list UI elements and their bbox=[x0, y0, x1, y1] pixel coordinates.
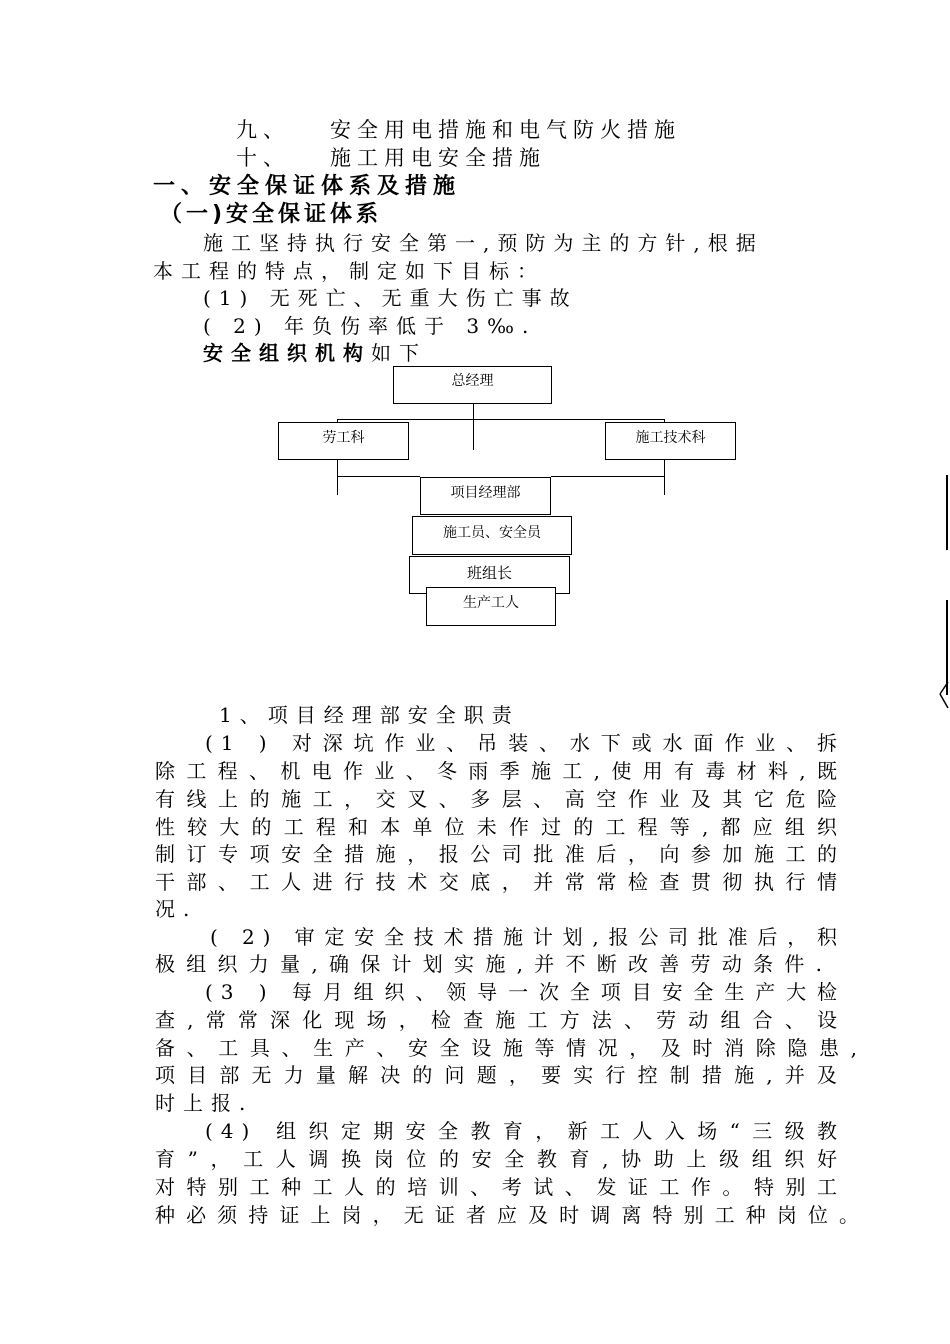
paragraph-line: 有线上的施工，交叉、多层、高空作业及其它危险 bbox=[155, 787, 845, 811]
org-connector bbox=[664, 460, 665, 495]
paragraph-line: 极组织力量,确保计划实施,并不断改善劳动条件. bbox=[155, 952, 830, 976]
paragraph-line: 种必须持证上岗，无证者应及时调离特别工种岗位。 bbox=[155, 1203, 867, 1227]
paragraph-line: 制订专项安全措施，报公司批准后，向参加施工的 bbox=[155, 842, 845, 866]
paragraph-line: 性较大的工程和本单位未作过的工程等,都应组织 bbox=[155, 815, 845, 839]
org-connector bbox=[337, 476, 420, 477]
toc-number: 九、 bbox=[236, 118, 290, 142]
org-connector bbox=[551, 476, 665, 477]
org-box-general-manager: 总经理 bbox=[393, 366, 552, 404]
org-chart-caption-bold: 安全组织机构 bbox=[203, 341, 371, 365]
org-box-team-leader: 班组长 bbox=[409, 556, 570, 594]
org-connector bbox=[337, 419, 665, 420]
paragraph-line: 况. bbox=[155, 897, 198, 921]
org-box-tech-dept: 施工技术科 bbox=[605, 422, 736, 460]
subsection-heading: （一)安全保证体系 bbox=[160, 202, 383, 227]
org-box-safety-staff: 施工员、安全员 bbox=[412, 516, 572, 555]
paragraph-line: (1 ) 对深坑作业、吊装、水下或水面作业、拆 bbox=[205, 731, 845, 755]
intro-line-1: 施工坚持执行安全第一,预防为主的方针,根据 bbox=[203, 231, 764, 255]
org-box-labor-dept: 劳工科 bbox=[278, 422, 409, 460]
org-connector bbox=[337, 460, 338, 495]
toc-title: 安全用电措施和电气防火措施 bbox=[330, 118, 681, 142]
section-heading: 一、安全保证体系及措施 bbox=[153, 174, 462, 199]
paragraph-line: (4) 组织定期安全教育，新工人入场“三级教 bbox=[205, 1119, 845, 1143]
paragraph-line: 项目部无力量解决的问题，要实行控制措施,并及 bbox=[155, 1063, 845, 1087]
paragraph-line: 干部、工人进行技术交底，并常常检查贯彻执行情 bbox=[155, 870, 845, 894]
toc-number: 十、 bbox=[236, 146, 290, 170]
org-chart-caption bbox=[203, 341, 427, 365]
org-box-project-dept: 项目经理部 bbox=[420, 477, 551, 515]
org-box-workers: 生产工人 bbox=[426, 587, 556, 626]
paragraph-line: 时上报. bbox=[155, 1091, 254, 1115]
paragraph-line: 除工程、机电作业、冬雨季施工,使用有毒材料,既 bbox=[155, 759, 845, 783]
paragraph-line: 育”，工人调换岗位的安全教育,协助上级组织好 bbox=[155, 1147, 845, 1171]
paragraph-line: (3 ) 每月组织、领导一次全项目安全生产大检 bbox=[205, 980, 845, 1004]
paragraph-line: 对特别工种工人的培训、考试、发证工作。特别工 bbox=[155, 1175, 845, 1199]
section-title: 1、项目经理部安全职责 bbox=[219, 703, 520, 727]
paragraph-line: 备、工具、生产、安全设施等情况，及时消除隐患, bbox=[155, 1036, 865, 1060]
page-edge-stroke bbox=[936, 680, 950, 710]
toc-title: 施工用电安全措施 bbox=[330, 146, 546, 170]
page-edge-mark bbox=[946, 475, 948, 550]
goal-1: (1) 无死亡、无重大伤亡事故 bbox=[203, 286, 578, 310]
intro-line-2: 本工程的特点，制定如下目标： bbox=[153, 259, 545, 283]
goal-2: ( 2) 年负伤率低于 3‰. bbox=[203, 314, 537, 338]
org-chart-caption-rest: 如下 bbox=[371, 341, 427, 365]
paragraph-line: 查,常常深化现场，检查施工方法、劳动组合、设 bbox=[155, 1008, 845, 1032]
org-connector bbox=[473, 404, 474, 450]
toc-item-9 bbox=[236, 118, 681, 142]
paragraph-line: ( 2) 审定安全技术措施计划,报公司批准后，积 bbox=[210, 925, 845, 949]
toc-item-10 bbox=[236, 146, 546, 170]
